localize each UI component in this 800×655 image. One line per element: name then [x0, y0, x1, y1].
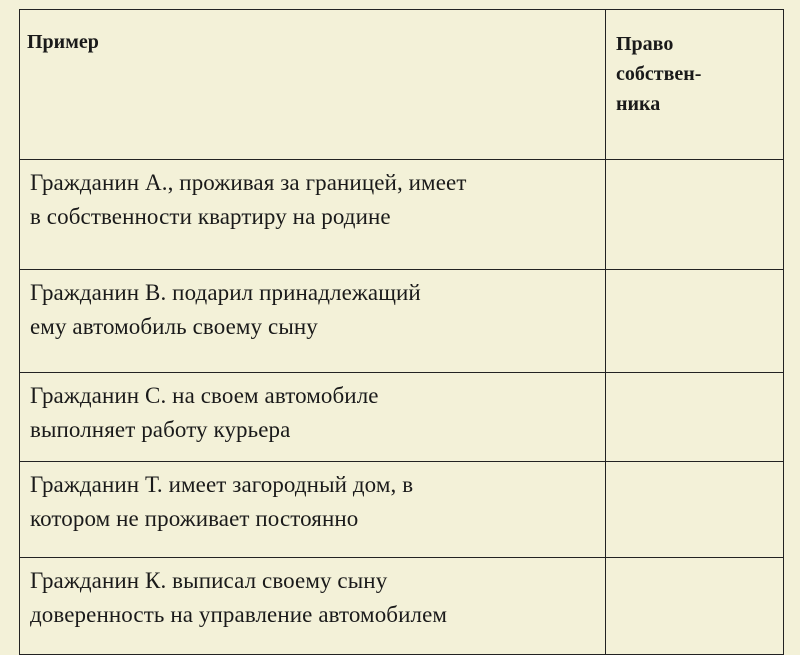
right-cell[interactable] [606, 270, 784, 373]
table-row [20, 270, 784, 373]
table-row [20, 160, 784, 270]
example-cell: Гражданин К. выписал своему сыну доверенность на управление автомобилем [20, 558, 606, 655]
table-row [20, 373, 784, 462]
example-cell: Гражданин С. на своем автомобиле выполняет работу курьера [20, 373, 606, 462]
example-cell: Гражданин Т. имеет загородный дом, в котором не проживает постоянно [20, 462, 606, 558]
right-cell[interactable] [606, 373, 784, 462]
example-cell: Гражданин В. подарил принадлежащий ему автомобиль своему сыну [20, 270, 606, 373]
right-cell[interactable] [606, 462, 784, 558]
right-cell[interactable] [606, 160, 784, 270]
right-cell[interactable] [606, 558, 784, 655]
table-header-row [20, 10, 784, 160]
header-owner-right: Право собствен- ника [606, 10, 784, 160]
example-cell: Гражданин А., проживая за границей, имеет в собственности квартиру на родине [20, 160, 606, 270]
table-row [20, 462, 784, 558]
header-example: Пример [20, 10, 606, 160]
ownership-rights-table [19, 9, 784, 655]
table-row [20, 558, 784, 655]
